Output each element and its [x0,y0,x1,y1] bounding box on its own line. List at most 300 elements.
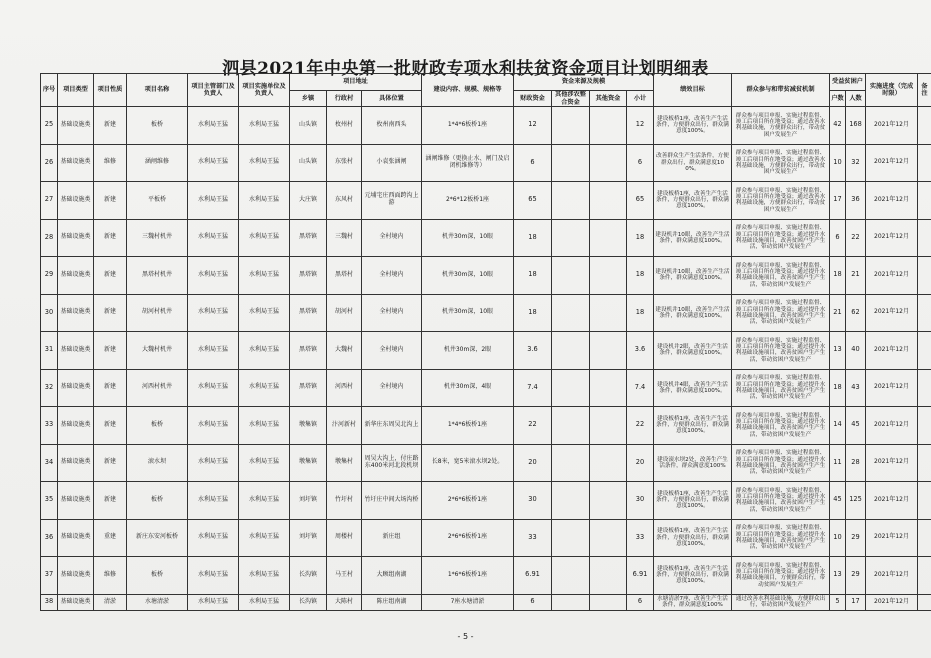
header-content: 建设内容、规模、规格等 [422,74,514,107]
cell-town: 墩集镇 [290,444,327,482]
cell-other-integrated [552,182,590,220]
cell-dept: 水利局王猛 [188,219,239,257]
cell-seq: 30 [41,294,58,332]
cell-unit: 水利局王猛 [239,144,290,182]
cell-content: 2*6*6板桥1座 [422,482,514,520]
cell-goal: 水塘清淤7座，改善生产生活条件，群众满意度100% [654,594,732,610]
cell-households: 10 [830,144,846,182]
cell-fiscal: 3.6 [514,332,552,370]
cell-remark [918,594,931,610]
cell-town: 黑塔镇 [290,332,327,370]
cell-unit: 水利局王猛 [239,369,290,407]
cell-unit: 水利局王猛 [239,294,290,332]
cell-goal: 建设机井10眼，改善生产生活条件，群众满意度100%。 [654,294,732,332]
cell-households: 10 [830,519,846,557]
cell-place: 元埔宅庄西面跨沟上游 [362,182,422,220]
cell-nature: 维修 [94,557,127,595]
cell-mechanism: 群众参与项目申报、实施过程监督、竣工后项目所在地受益；通过改善水利基础设施，方便群众出行，带动贫困户发展生产 [732,182,830,220]
cell-dept: 水利局王猛 [188,444,239,482]
cell-nature: 新建 [94,444,127,482]
cell-village: 东风村 [327,182,362,220]
header-type: 项目类型 [58,74,94,107]
cell-households: 18 [830,369,846,407]
cell-other [590,107,627,145]
header-location: 项目地址 [290,74,422,91]
cell-schedule: 2021年12月 [866,519,918,557]
cell-content: 2*6*6板桥1座 [422,519,514,557]
cell-goal: 建设板桥1座，改善生产生活条件，方便群众出行，群众满意度100%。 [654,519,732,557]
cell-goal: 改善群众生产生活条件，方便群众出行，群众满意度100%。 [654,144,732,182]
cell-town: 墩集镇 [290,407,327,445]
table-row [41,144,931,182]
cell-schedule: 2021年12月 [866,444,918,482]
cell-schedule: 2021年12月 [866,557,918,595]
cell-seq: 28 [41,219,58,257]
cell-unit: 水利局王猛 [239,257,290,295]
cell-subtotal: 30 [627,482,654,520]
cell-village: 河西村 [327,369,362,407]
cell-place: 大顾组南湖 [362,557,422,595]
cell-people: 168 [846,107,866,145]
cell-fiscal: 18 [514,294,552,332]
cell-other-integrated [552,332,590,370]
cell-village: 大魏村 [327,332,362,370]
cell-mechanism: 群众参与项目申报、实施过程监督、竣工后项目所在地受益；通过提升水利基础设施项目，改善贫困户生产生活，带动贫困户发展生产 [732,482,830,520]
header-dept: 项目主管部门及负责人 [188,74,239,107]
cell-type: 基础设施类 [58,519,94,557]
cell-subtotal: 3.6 [627,332,654,370]
cell-unit: 水利局王猛 [239,107,290,145]
cell-subtotal: 65 [627,182,654,220]
cell-subtotal: 18 [627,219,654,257]
cell-households: 13 [830,557,846,595]
cell-seq: 29 [41,257,58,295]
cell-village: 东张村 [327,144,362,182]
cell-content: 机井30m深，10眼 [422,257,514,295]
cell-type: 基础设施类 [58,594,94,610]
cell-remark [918,444,931,482]
cell-mechanism: 群众参与项目申报、实施过程监督、竣工后项目所在地受益；通过提升水利基础设施项目，改善贫困户生产生活，带动贫困户发展生产 [732,444,830,482]
cell-place: 竹圩庄中间大场沟桥 [362,482,422,520]
cell-households: 5 [830,594,846,610]
cell-mechanism: 群众参与项目申报、实施过程监督、竣工后项目所在地受益；通过提升水利基础设施项目，改善贫困户生产生活，带动贫困户发展生产 [732,369,830,407]
cell-dept: 水利局王猛 [188,144,239,182]
cell-other-integrated [552,369,590,407]
cell-mechanism: 群众参与项目申报、实施过程监督、竣工后项目所在地受益；通过提升水利基础设施项目，改善贫困户生产生活，带动贫困户发展生产 [732,257,830,295]
cell-unit: 水利局王猛 [239,332,290,370]
cell-fiscal: 12 [514,107,552,145]
cell-content: 机井30m深，10眼 [422,294,514,332]
cell-schedule: 2021年12月 [866,482,918,520]
cell-name: 新庄东安河板桥 [127,519,188,557]
header-fiscal: 财政资金 [514,91,552,107]
cell-village: 胡河村 [327,294,362,332]
cell-goal: 建设板桥1座，改善生产生活条件，方便群众出行，群众满意度100%。 [654,182,732,220]
cell-schedule: 2021年12月 [866,182,918,220]
cell-other [590,557,627,595]
cell-nature: 新建 [94,482,127,520]
cell-other-integrated [552,294,590,332]
cell-remark [918,519,931,557]
cell-unit: 水利局王猛 [239,444,290,482]
cell-nature: 新建 [94,182,127,220]
header-nature: 项目性质 [94,74,127,107]
table-row [41,482,931,520]
table-row [41,182,931,220]
cell-nature: 新建 [94,107,127,145]
cell-seq: 32 [41,369,58,407]
cell-remark [918,107,931,145]
cell-households: 11 [830,444,846,482]
header-subtotal: 小计 [627,91,654,107]
project-table [40,73,931,611]
cell-households: 21 [830,294,846,332]
cell-unit: 水利局王猛 [239,182,290,220]
cell-fiscal: 20 [514,444,552,482]
cell-mechanism: 群众参与项目申报、实施过程监督、竣工后项目所在地受益；通过提升水利基础设施项目，改善贫困户生产生活，带动贫困户发展生产 [732,407,830,445]
cell-town: 黑塔镇 [290,294,327,332]
cell-goal: 建设板桥1座，改善生产生活条件，方便群众出行，群众满意度100%。 [654,107,732,145]
cell-town: 长沟镇 [290,557,327,595]
cell-name: 板桥 [127,407,188,445]
cell-subtotal: 6 [627,594,654,610]
cell-subtotal: 7.4 [627,369,654,407]
cell-place: 周吴大沟上，付庄路东400米河北段机坝 [362,444,422,482]
cell-remark [918,369,931,407]
cell-fiscal: 6 [514,594,552,610]
cell-type: 基础设施类 [58,482,94,520]
header-town: 乡镇 [290,91,327,107]
cell-nature: 重建 [94,519,127,557]
cell-unit: 水利局王猛 [239,519,290,557]
cell-subtotal: 18 [627,257,654,295]
header-people: 人数 [846,91,866,107]
cell-village: 周楼村 [327,519,362,557]
cell-other-integrated [552,594,590,610]
cell-place: 全村境内 [362,219,422,257]
cell-people: 36 [846,182,866,220]
cell-town: 刘圩镇 [290,482,327,520]
cell-name: 平板桥 [127,182,188,220]
cell-goal: 建设机井2眼，改善生产生活条件，群众满意度100%。 [654,332,732,370]
cell-place: 全村境内 [362,257,422,295]
table-row [41,257,931,295]
cell-name: 板桥 [127,482,188,520]
cell-name: 三魏村机井 [127,219,188,257]
document-title: 泗县2021年中央第一批财政专项水利扶贫资金项目计划明细表 [222,59,709,79]
cell-goal: 建设板桥1座，改善生产生活条件，方便群众出行，群众满意度100%。 [654,482,732,520]
cell-seq: 26 [41,144,58,182]
cell-other [590,519,627,557]
cell-village: 大陈村 [327,594,362,610]
cell-content: 机井30m深，2眼 [422,332,514,370]
header-beneficiaries: 受益贫困户 [830,74,866,91]
header-name: 项目名称 [127,74,188,107]
cell-seq: 27 [41,182,58,220]
header-remark: 备注 [918,74,931,107]
cell-other-integrated [552,557,590,595]
cell-village: 三魏村 [327,219,362,257]
cell-village: 马王村 [327,557,362,595]
cell-dept: 水利局王猛 [188,369,239,407]
cell-type: 基础设施类 [58,557,94,595]
cell-content: 1*4*6板桥1座 [422,407,514,445]
cell-other-integrated [552,444,590,482]
cell-people: 29 [846,519,866,557]
cell-dept: 水利局王猛 [188,294,239,332]
cell-dept: 水利局王猛 [188,407,239,445]
cell-unit: 水利局王猛 [239,557,290,595]
cell-other [590,257,627,295]
header-funds: 资金来源及规模 [514,74,654,91]
cell-dept: 水利局王猛 [188,332,239,370]
header-other: 其他资金 [590,91,627,107]
cell-content: 7座水塘清淤 [422,594,514,610]
cell-place: 新庄组 [362,519,422,557]
cell-seq: 37 [41,557,58,595]
cell-type: 基础设施类 [58,107,94,145]
cell-households: 45 [830,482,846,520]
cell-mechanism: 群众参与项目申报、实施过程监督、竣工后项目所在地受益；通过改善水利基础设施，方便群众出行，带动贫困户发展生产 [732,107,830,145]
table-row [41,219,931,257]
cell-other [590,444,627,482]
cell-remark [918,482,931,520]
cell-people: 45 [846,407,866,445]
cell-households: 17 [830,182,846,220]
cell-place: 全村境内 [362,332,422,370]
cell-nature: 新建 [94,294,127,332]
cell-goal: 建设机井4眼，改善生产生活条件，群众满意度100%。 [654,369,732,407]
cell-fiscal: 7.4 [514,369,552,407]
cell-seq: 25 [41,107,58,145]
cell-village: 汴河新村 [327,407,362,445]
cell-other [590,332,627,370]
cell-people: 43 [846,369,866,407]
cell-subtotal: 6 [627,144,654,182]
cell-other-integrated [552,407,590,445]
cell-households: 42 [830,107,846,145]
cell-schedule: 2021年12月 [866,144,918,182]
cell-people: 22 [846,219,866,257]
cell-goal: 建设滚水坝2处，改善生产生活条件，群众满意度100% [654,444,732,482]
cell-mechanism: 群众参与项目申报、实施过程监督、竣工后项目所在地受益；通过提升水利基础设施项目，方便群众出行，带动贫困户发展生产 [732,557,830,595]
cell-remark [918,332,931,370]
cell-people: 62 [846,294,866,332]
cell-town: 山头镇 [290,144,327,182]
cell-name: 滚水坝 [127,444,188,482]
cell-content: 机井30m深，10眼 [422,219,514,257]
cell-nature: 新建 [94,407,127,445]
cell-mechanism: 群众参与项目申报、实施过程监督、竣工后项目所在地受益；通过提升水利基础设施项目，改善贫困户生产生活，带动贫困户发展生产 [732,294,830,332]
cell-other [590,407,627,445]
cell-other-integrated [552,107,590,145]
cell-fiscal: 6 [514,144,552,182]
table-row [41,519,931,557]
cell-goal: 建设机井10眼，改善生产生活条件，群众满意度100%。 [654,257,732,295]
cell-type: 基础设施类 [58,144,94,182]
cell-dept: 水利局王猛 [188,594,239,610]
cell-subtotal: 6.91 [627,557,654,595]
cell-seq: 33 [41,407,58,445]
cell-remark [918,219,931,257]
cell-schedule: 2021年12月 [866,107,918,145]
cell-schedule: 2021年12月 [866,219,918,257]
cell-place: 枚州南西头 [362,107,422,145]
cell-fiscal: 30 [514,482,552,520]
cell-other [590,594,627,610]
cell-type: 基础设施类 [58,332,94,370]
table-row [41,594,931,610]
table-row [41,444,931,482]
cell-remark [918,407,931,445]
cell-unit: 水利局王猛 [239,482,290,520]
cell-fiscal: 65 [514,182,552,220]
header-village: 行政村 [327,91,362,107]
cell-type: 基础设施类 [58,257,94,295]
cell-content: 涵闸维修（更换止水、闸门及启闭机维修等） [422,144,514,182]
cell-unit: 水利局王猛 [239,219,290,257]
cell-other-integrated [552,219,590,257]
cell-dept: 水利局王猛 [188,482,239,520]
cell-content: 2*6*12板桥1座 [422,182,514,220]
cell-unit: 水利局王猛 [239,407,290,445]
cell-dept: 水利局王猛 [188,257,239,295]
cell-nature: 新建 [94,257,127,295]
header-households: 户数 [830,91,846,107]
cell-households: 13 [830,332,846,370]
cell-subtotal: 18 [627,294,654,332]
cell-type: 基础设施类 [58,444,94,482]
table-body [41,107,931,611]
cell-other [590,219,627,257]
cell-other [590,144,627,182]
cell-town: 大庄镇 [290,182,327,220]
header-mechanism: 群众参与和带贫减贫机制 [732,74,830,107]
cell-place: 陈庄组南湖 [362,594,422,610]
cell-other-integrated [552,482,590,520]
cell-type: 基础设施类 [58,407,94,445]
cell-dept: 水利局王猛 [188,107,239,145]
cell-fiscal: 6.91 [514,557,552,595]
cell-name: 板桥 [127,107,188,145]
cell-village: 竹圩村 [327,482,362,520]
cell-other [590,294,627,332]
table-row [41,107,931,145]
cell-name: 黑塔村机井 [127,257,188,295]
cell-goal: 建设机井10眼，改善生产生活条件，群众满意度100%。 [654,219,732,257]
cell-subtotal: 20 [627,444,654,482]
cell-mechanism: 群众参与项目申报、实施过程监督、竣工后项目所在地受益；通过提升水利基础设施项目，改善贫困户生产生活，带动贫困户发展生产 [732,332,830,370]
cell-town: 黑塔镇 [290,219,327,257]
cell-remark [918,294,931,332]
cell-people: 40 [846,332,866,370]
cell-content: 长8米，宽5米滚水坝2处。 [422,444,514,482]
cell-other-integrated [552,144,590,182]
cell-name: 胡河村机井 [127,294,188,332]
cell-people: 29 [846,557,866,595]
header-other-integrated: 其他涉农整合资金 [552,91,590,107]
cell-town: 黑塔镇 [290,257,327,295]
cell-schedule: 2021年12月 [866,594,918,610]
header-goal: 绩效目标 [654,74,732,107]
cell-unit: 水利局王猛 [239,594,290,610]
table-row [41,294,931,332]
cell-fiscal: 18 [514,257,552,295]
header-place: 具体位置 [362,91,422,107]
cell-village: 枚州村 [327,107,362,145]
cell-town: 山头镇 [290,107,327,145]
header-seq: 序号 [41,74,58,107]
cell-nature: 维修 [94,144,127,182]
cell-remark [918,144,931,182]
cell-schedule: 2021年12月 [866,332,918,370]
cell-place: 小袁张涵闸 [362,144,422,182]
cell-people: 21 [846,257,866,295]
cell-name: 涵闸维修 [127,144,188,182]
cell-subtotal: 33 [627,519,654,557]
cell-subtotal: 12 [627,107,654,145]
cell-village: 黑塔村 [327,257,362,295]
cell-content: 1*4*6板桥1座 [422,107,514,145]
cell-village: 墩集村 [327,444,362,482]
cell-fiscal: 22 [514,407,552,445]
cell-town: 刘圩镇 [290,519,327,557]
cell-place: 全村境内 [362,294,422,332]
cell-name: 板桥 [127,557,188,595]
cell-other-integrated [552,519,590,557]
cell-dept: 水利局王猛 [188,519,239,557]
table-row [41,332,931,370]
cell-schedule: 2021年12月 [866,369,918,407]
cell-households: 14 [830,407,846,445]
cell-mechanism: 通过改善水利基础设施，方便群众出行，带动贫困户发展生产 [732,594,830,610]
table-header [41,74,931,107]
page-number: - 5 - [457,632,474,641]
cell-subtotal: 22 [627,407,654,445]
cell-content: 机井30m深，4眼 [422,369,514,407]
header-unit: 项目实施单位及负责人 [239,74,290,107]
header-schedule: 实施进度（完成时限） [866,74,918,107]
cell-fiscal: 18 [514,219,552,257]
cell-seq: 31 [41,332,58,370]
cell-other-integrated [552,257,590,295]
cell-goal: 建设板桥1座，改善生产生活条件，方便群众出行，群众满意度100%。 [654,407,732,445]
cell-mechanism: 群众参与项目申报、实施过程监督、竣工后项目所在地受益；通过改善水利基础设施，方便群众出行，带动贫困户发展生产 [732,144,830,182]
cell-mechanism: 群众参与项目申报、实施过程监督、竣工后项目所在地受益；通过提升水利基础设施项目，改善贫困户生产生活，带动贫困户发展生产 [732,519,830,557]
cell-people: 32 [846,144,866,182]
cell-name: 水塘清淤 [127,594,188,610]
cell-other [590,369,627,407]
cell-town: 黑塔镇 [290,369,327,407]
cell-people: 125 [846,482,866,520]
cell-schedule: 2021年12月 [866,257,918,295]
cell-other [590,482,627,520]
cell-other [590,182,627,220]
cell-type: 基础设施类 [58,369,94,407]
table-row [41,557,931,595]
cell-households: 18 [830,257,846,295]
cell-people: 17 [846,594,866,610]
cell-remark [918,557,931,595]
cell-type: 基础设施类 [58,219,94,257]
cell-households: 6 [830,219,846,257]
cell-place: 全村境内 [362,369,422,407]
cell-schedule: 2021年12月 [866,294,918,332]
cell-seq: 36 [41,519,58,557]
cell-people: 28 [846,444,866,482]
cell-mechanism: 群众参与项目申报、实施过程监督、竣工后项目所在地受益；通过提升水利基础设施项目，改善贫困户生产生活，带动贫困户发展生产 [732,219,830,257]
cell-nature: 新建 [94,219,127,257]
